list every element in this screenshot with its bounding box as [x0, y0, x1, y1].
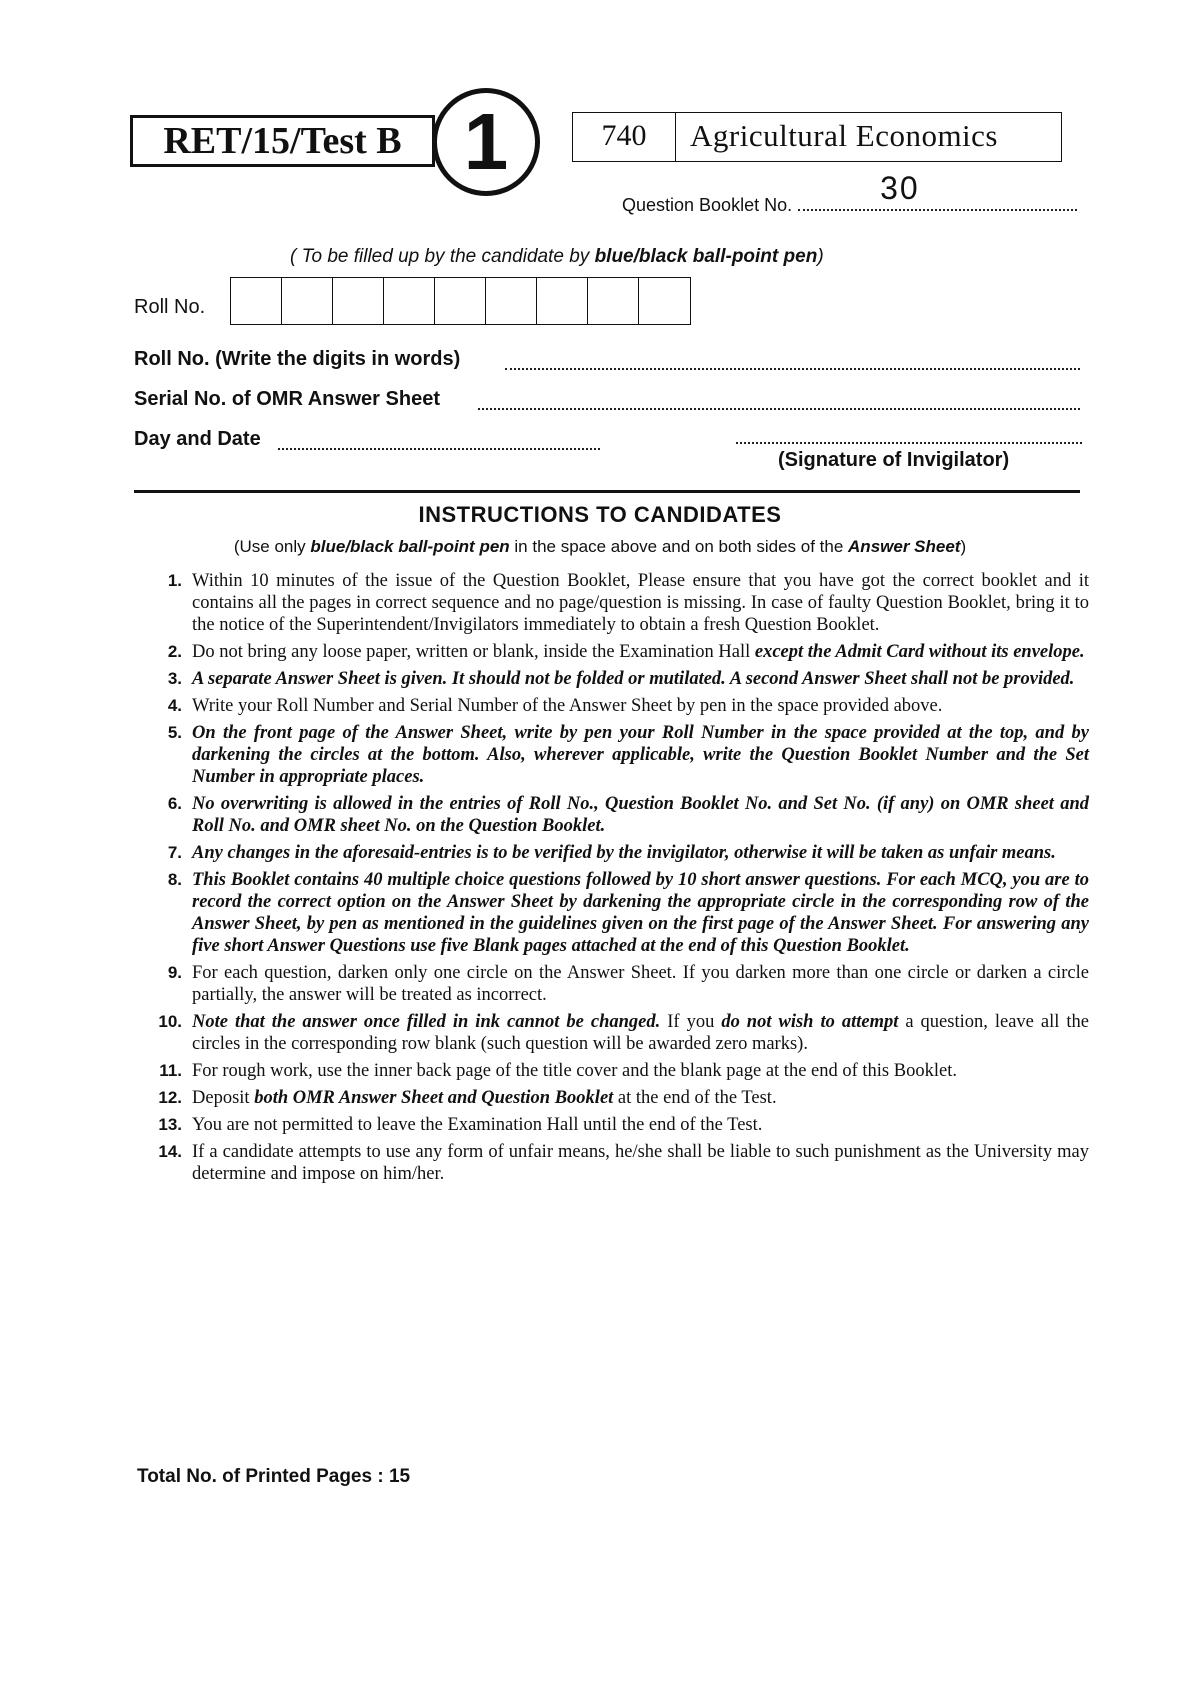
instruction-emphasis: This Booklet contains 40 multiple choice questions followed by 10 short answer questions. For each MCQ, you are to record the correct option on the Answer Sheet by darkening the appropriate circle in the corresponding row of the Answer Sheet, by pen as mentioned in the guidelines given on the first page of the Answer Sheet. For answering any five short Answer Questions use five Blank pages attached at the end of this Question Booklet. — [192, 870, 1089, 956]
instruction-text — [192, 722, 1089, 788]
instruction-item — [144, 1011, 1089, 1055]
instruction-text — [192, 668, 1089, 690]
instruction-number: 1. — [167, 571, 182, 590]
instructions-subtitle — [0, 537, 1200, 557]
instruction-text — [192, 1060, 1089, 1082]
instruction-number: 12. — [158, 1088, 182, 1107]
instruction-emphasis: do not wish to attempt — [721, 1012, 899, 1032]
booklet-number-label: Question Booklet No. — [622, 195, 793, 215]
instruction-emphasis: Any changes in the aforesaid-entries is to be verified by the invigilator, otherwise it will be taken as unfair means. — [192, 843, 1056, 863]
roll-digit-box[interactable] — [639, 278, 690, 324]
instruction-plain: For rough work, use the inner back page of the title cover and the blank page at the end of this Booklet. — [192, 1061, 957, 1081]
subject-name: Agricultural Economics — [690, 118, 998, 153]
fill-note-pre: ( To be filled up by the candidate by — [290, 246, 595, 267]
instruction-plain: For each question, darken only one circle on the Answer Sheet. If you darken more than one circle or darken a circle partially, the answer will be treated as incorrect. — [192, 963, 1089, 1005]
instruction-item — [144, 668, 1089, 690]
instruction-emphasis: On the front page of the Answer Sheet, write by pen your Roll Number in the space provided at the top, and by darkening the circles at the bottom. Also, wherever applicable, write the Question Booklet Number and the Set Number in appropriate places. — [192, 723, 1089, 787]
instruction-text — [192, 641, 1089, 663]
instruction-emphasis: except the Admit Card without its envelope. — [754, 642, 1085, 662]
instruction-text — [192, 869, 1089, 957]
instruction-item — [144, 1060, 1089, 1082]
instruction-plain: You are not permitted to leave the Examination Hall until the end of the Test. — [192, 1115, 763, 1135]
instruction-number: 13. — [158, 1115, 182, 1134]
instruction-text — [192, 962, 1089, 1006]
test-code-box: RET/15/Test B — [130, 115, 435, 167]
subject-box — [572, 112, 1062, 162]
roll-digit-box[interactable] — [282, 278, 333, 324]
roll-digit-box[interactable] — [231, 278, 282, 324]
set-number-circle: 1 — [432, 88, 540, 196]
invigilator-signature-field[interactable] — [736, 442, 1082, 444]
instruction-number: 14. — [158, 1142, 182, 1161]
instruction-number: 5. — [167, 723, 182, 742]
instruction-text — [192, 1087, 1089, 1109]
instruction-item — [144, 1141, 1089, 1185]
instruction-item — [144, 842, 1089, 864]
instruction-number: 11. — [159, 1061, 182, 1080]
instruction-text — [192, 842, 1089, 864]
roll-number-boxes — [230, 277, 691, 325]
instruction-number: 7. — [167, 843, 182, 862]
instruction-plain: Within 10 minutes of the issue of the Question Booklet, Please ensure that you have got the correct booklet and it contains all the pages in correct sequence and no page/question is missing. In case of faulty Question Booklet, bring it to the notice of the Superintendent/Invigilators immediately to obtain a fresh Question Booklet. — [192, 571, 1089, 635]
subtitle-part: (Use only — [233, 537, 311, 556]
instruction-number: 4. — [167, 696, 182, 715]
roll-digit-box[interactable] — [537, 278, 588, 324]
subtitle-bold-part: blue/black ball-point pen — [310, 537, 510, 556]
instruction-number: 8. — [167, 870, 182, 889]
roll-digit-box[interactable] — [384, 278, 435, 324]
subtitle-bold-part: Answer Sheet — [848, 537, 961, 556]
instruction-text — [192, 570, 1089, 636]
instruction-emphasis: both OMR Answer Sheet and Question Booklet — [254, 1088, 614, 1108]
instruction-number: 3. — [167, 669, 182, 688]
instructions-list — [144, 570, 1089, 1190]
roll-digit-box[interactable] — [333, 278, 384, 324]
instruction-emphasis: No overwriting is allowed in the entries of Roll No., Question Booklet No. and Set No. (if any) on OMR sheet and Roll No. and OMR sheet No. on the Question Booklet. — [192, 794, 1089, 836]
instruction-item — [144, 1114, 1089, 1136]
serial-number-field[interactable] — [478, 408, 1080, 410]
serial-number-label: Serial No. of OMR Answer Sheet — [134, 388, 440, 410]
day-date-field[interactable] — [278, 448, 600, 450]
instruction-item — [144, 869, 1089, 957]
booklet-number-field[interactable] — [798, 170, 1077, 211]
instruction-text — [192, 1011, 1089, 1055]
roll-digit-box[interactable] — [486, 278, 537, 324]
fill-note-bold: blue/black ball-point pen — [594, 246, 818, 267]
roll-words-label: Roll No. (Write the digits in words) — [134, 348, 461, 370]
instruction-item — [144, 722, 1089, 788]
instruction-plain: Deposit — [192, 1088, 255, 1108]
instructions-title: INSTRUCTIONS TO CANDIDATES — [418, 502, 782, 527]
instruction-item — [144, 641, 1089, 663]
instruction-plain: Do not bring any loose paper, written or blank, inside the Examination Hall — [192, 642, 755, 662]
instruction-item — [144, 793, 1089, 837]
instruction-emphasis: Note that the answer once filled in ink cannot be changed. — [192, 1012, 661, 1032]
instruction-text — [192, 1141, 1089, 1185]
instruction-text — [192, 1114, 1089, 1136]
subtitle-part: in the space above and on both sides of the — [509, 537, 849, 556]
roll-digit-box[interactable] — [435, 278, 486, 324]
instruction-item — [144, 962, 1089, 1006]
day-date-label: Day and Date — [134, 428, 261, 450]
total-printed-pages: Total No. of Printed Pages : 15 — [137, 1466, 411, 1487]
instruction-plain: If a candidate attempts to use any form of unfair means, he/she shall be liable to such punishment as the University may determine and impose on him/her. — [192, 1142, 1089, 1184]
instruction-emphasis: A separate Answer Sheet is given. It should not be folded or mutilated. A second Answer Sheet shall not be provided. — [192, 669, 1075, 689]
instruction-plain: a question, leave all the circles in the corresponding row blank (such question will be awarded zero marks). — [192, 1012, 1089, 1054]
instruction-number: 10. — [158, 1012, 182, 1031]
roll-number-label: Roll No. — [134, 296, 206, 318]
instruction-number: 9. — [167, 963, 182, 982]
roll-words-field[interactable] — [505, 368, 1080, 370]
section-divider — [134, 490, 1080, 493]
subtitle-part: ) — [960, 537, 967, 556]
instruction-item — [144, 570, 1089, 636]
instruction-number: 6. — [167, 794, 182, 813]
fill-note — [290, 246, 950, 268]
instruction-plain: Write your Roll Number and Serial Number of the Answer Sheet by pen in the space provided above. — [192, 696, 943, 716]
roll-digit-box[interactable] — [588, 278, 639, 324]
instruction-plain: at the end of the Test. — [613, 1088, 777, 1108]
instruction-item — [144, 1087, 1089, 1109]
fill-note-post: ) — [817, 246, 824, 267]
instruction-number: 2. — [167, 642, 182, 661]
instruction-text — [192, 695, 1089, 717]
subject-code: 740 — [573, 113, 676, 161]
instruction-plain: If you — [660, 1012, 722, 1032]
instruction-text — [192, 793, 1089, 837]
invigilator-signature-caption: (Signature of Invigilator) — [778, 449, 1010, 471]
instruction-item — [144, 695, 1089, 717]
booklet-number-value: 30 — [880, 170, 920, 206]
booklet-number-row — [622, 170, 1077, 216]
